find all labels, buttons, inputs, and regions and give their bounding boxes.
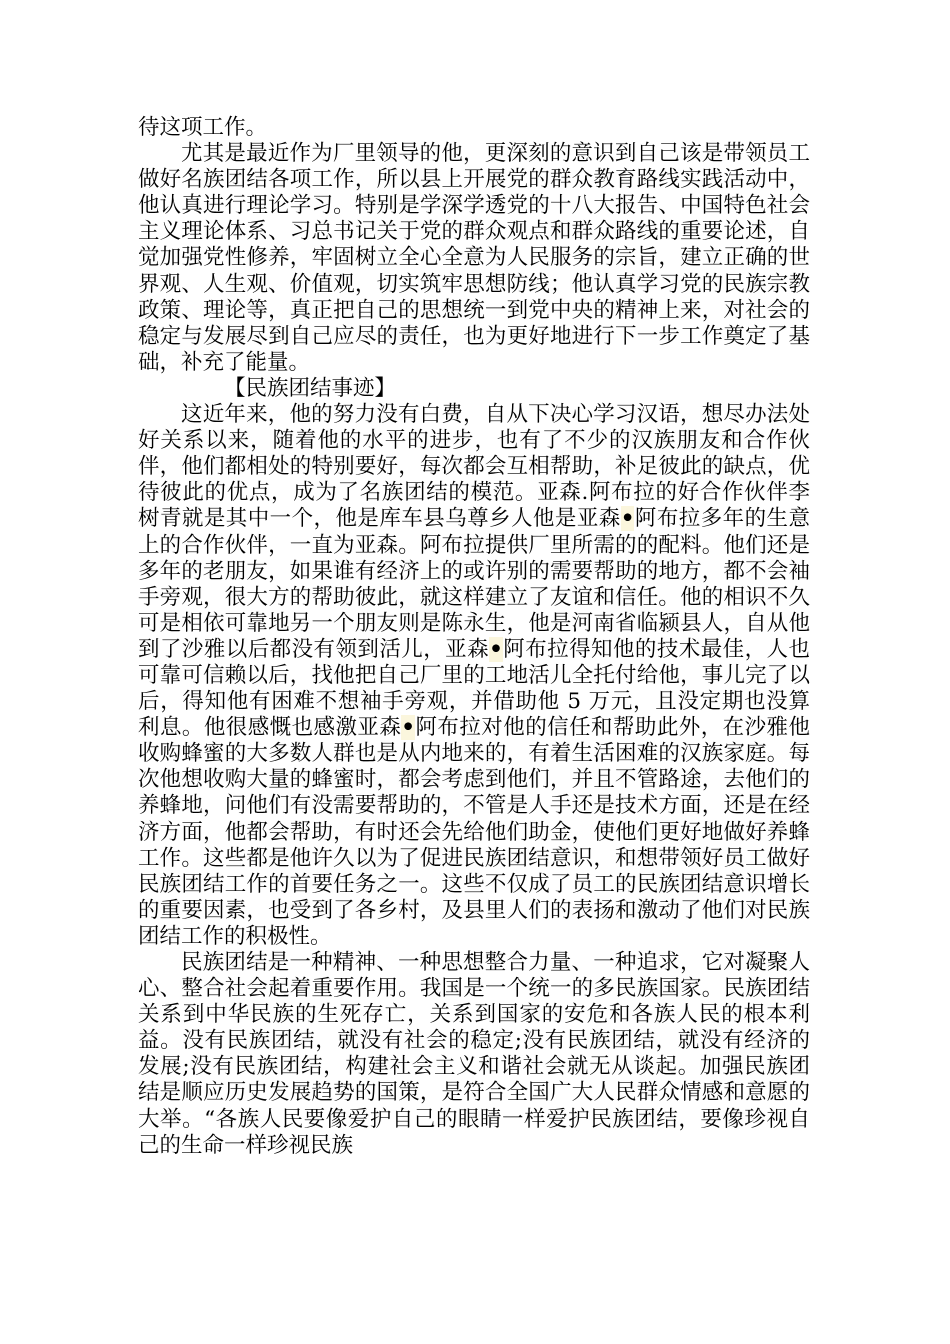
- paragraph-continuation: 待这项工作。: [138, 115, 268, 140]
- interpunct-dot: •: [489, 636, 503, 662]
- text-segment: 阿布拉对他的信任和帮助此外，在沙雅他收购蜂蜜的大多数人群也是从内地来的，有着生活困难的汉族家庭。每次他想收购大量的蜂蜜时，都会考虑到他们，并且不管路途，去他们的养蜂地，问他们有没需要帮助的，不管是人手还是技术方面，还是在经济方面，他都会帮助，有时还会先给他们助金，使他们更好地做好养蜂工作。这些都是他许久以为了促进民族团结意识，和想带领好员工做好民族团结工作的首要任务之一。这些不仅成了员工的民族团结意识增长的重要因素，也受到了各乡村，及县里人们的表扬和激动了他们对民族团结工作的积极性。: [138, 715, 810, 949]
- interpunct-dot: •: [401, 715, 416, 741]
- text-segment: 阿布拉得知他的技术最佳，人也可靠可信赖以后，找他把自己厂里的工地活儿全托付给他，事儿完了以后，得知他有困难不想袖手旁观，并借助他 5 万元，且没定期也没算利息。他很感慨也感激亚森: [138, 636, 810, 741]
- paragraph-unity-meaning: 民族团结是一种精神、一种思想整合力量、一种追求，它对凝聚人心、整合社会起着重要作用。我国是一个统一的多民族国家。民族团结关系到中华民族的生死存亡，关系到国家的安危和各族人民的根本利益。没有民族团结，就没有社会的稳定;没有民族团结，就没有经济的发展;没有民族团结，构建社会主义和谐社会就无从谈起。加强民族团结是顺应历史发展趋势的国策，是符合全国广大人民群众情感和意愿的大举。“各族人民要像爱护自己的眼睛一样爱护民族团结，要像珍视自己的生命一样珍视民族: [138, 950, 810, 1158]
- interpunct-dot: •: [620, 506, 635, 532]
- paragraph-theory-study: 尤其是最近作为厂里领导的他，更深刻的意识到自己该是带领员工做好名族团结各项工作，所以县上开展党的群众教育路线实践活动中，他认真进行理论学习。特别是学深学透党的十八大报告、中国特色社会主义理论体系、习总书记关于党的群众观点和群众路线的重要论述，自觉加强党性修养，牢固树立全心全意为人民服务的宗旨，建立正确的世界观、人生观、价值观，切实筑牢思想防线；他认真学习党的民族宗教政策、理论等，真正把自己的思想统一到党中央的精神上来，对社会的稳定与发展尽到自己应尽的责任，也为更好地进行下一步工作奠定了基础，补充了能量。: [138, 141, 810, 375]
- text-segment: 这近年来，他的努力没有白费，自从下决心学习汉语，想尽办法处好关系以来，随着他的水平的进步，也有了不少的汉族朋友和合作伙伴，他们都相处的特别要好，每次都会互相帮助，补足彼此的缺点，优待彼此的优点，成为了名族团结的模范。亚森.阿布拉的好合作伙伴李树青就是其中一个，他是库车县乌尊乡人他是亚森: [138, 402, 810, 532]
- section-heading: 【民族团结事迹】: [224, 375, 397, 401]
- text-segment: 阿布拉多年的生意上的合作伙伴，一直为亚森。阿布拉提供厂里所需的的配料。他们还是多年的老朋友，如果谁有经济上的或许别的需要帮助的地方，都不会袖手旁观，很大方的帮助彼此，就这样建立了友谊和信任。他的相识不久可是相依可靠地另一个朋友则是陈永生，他是河南省临颍县人，自从他到了沙雅以后都没有领到活儿，亚森: [138, 506, 810, 662]
- document-body: [138, 115, 810, 1159]
- paragraph-unity-deeds: [138, 402, 810, 950]
